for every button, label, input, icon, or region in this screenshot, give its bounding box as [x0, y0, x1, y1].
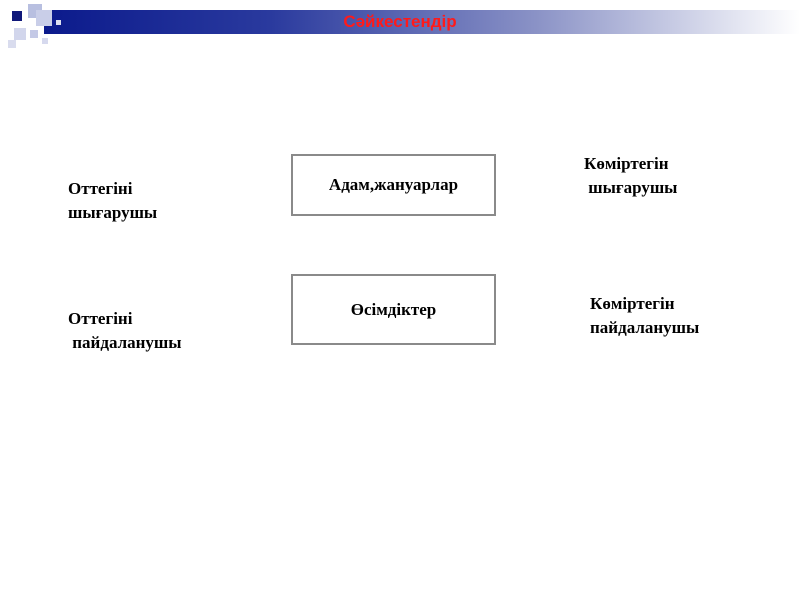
decor-square — [42, 38, 48, 44]
decor-square — [36, 10, 52, 26]
decor-square-navy — [12, 11, 22, 21]
slide-title: Сәйкестендір — [343, 12, 457, 31]
decor-square — [14, 28, 26, 40]
decor-square — [8, 40, 16, 48]
plants-box[interactable] — [291, 274, 496, 345]
carbon-consumer-label[interactable]: Көміртегін пайдаланушы — [590, 294, 700, 337]
plants-text: Өсімдіктер — [350, 299, 437, 319]
oxygen-producer-label[interactable]: Оттегіні шығарушы — [68, 179, 158, 222]
carbon-producer-label[interactable]: Көміртегін шығарушы — [584, 154, 678, 197]
oxygen-consumer-label[interactable]: Оттегіні пайдаланушы — [68, 309, 182, 352]
decor-square — [30, 30, 38, 38]
humans-animals-text: Адам,жануарлар — [328, 175, 459, 194]
decor-square — [56, 20, 61, 25]
humans-animals-box[interactable] — [291, 154, 496, 216]
